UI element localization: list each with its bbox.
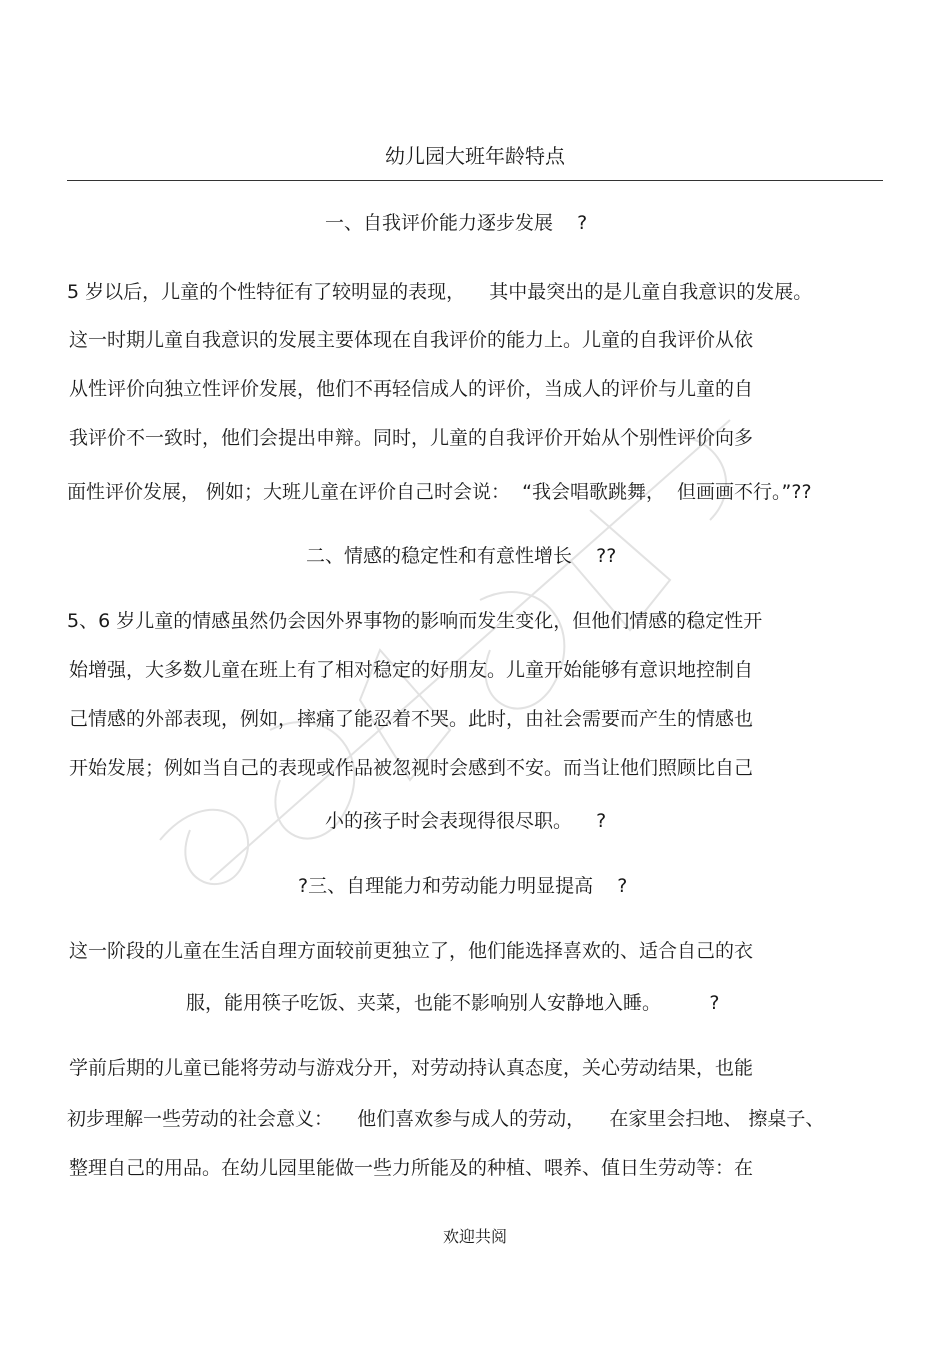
section-heading-1: 一、自我评价能力逐步发展 ? [325,212,588,234]
paragraph-line: 5 岁以后，儿童的个性特征有了较明显的表现， 其中最突出的是儿童自我意识的发展。 [67,281,813,303]
paragraph-line: 面性评价发展， 例如；大班儿童在评价自己时会说： “我会唱歌跳舞， 但画画不行。”?? [67,481,812,503]
paragraph-line: 初步理解一些劳动的社会意义： 他们喜欢参与成人的劳动， 在家里会扫地、 擦桌子、 [67,1108,825,1130]
paragraph-line: 己情感的外部表现，例如，摔痛了能忍着不哭。此时，由社会需要而产生的情感也 [69,708,754,730]
paragraph-line: 从性评价向独立性评价发展，他们不再轻信成人的评价，当成人的评价与儿童的自 [69,378,754,400]
paragraph-line: 整理自己的用品。在幼儿园里能做一些力所能及的种植、喂养、值日生劳动等：在 [69,1157,754,1179]
section-heading-2: 二、情感的稳定性和有意性增长 ?? [306,545,617,567]
page-footer: 欢迎共阅 [442,1227,507,1246]
paragraph-line: 5、6 岁儿童的情感虽然仍会因外界事物的影响而发生变化，但他们情感的稳定性开 [67,610,763,632]
section-heading-3: ?三、自理能力和劳动能力明显提高 ? [298,875,628,897]
paragraph-line: 这一时期儿童自我意识的发展主要体现在自我评价的能力上。儿童的自我评价从依 [69,329,754,351]
paragraph-line: 小的孩子时会表现得很尽职。 ? [325,810,607,832]
page-title: 幼儿园大班年龄特点 [385,144,565,168]
paragraph-line: 服，能用筷子吃饭、夹菜，也能不影响别人安静地入睡。 ? [186,992,720,1014]
paragraph-line: 始增强，大多数儿童在班上有了相对稳定的好朋友。儿童开始能够有意识地控制自 [69,659,754,681]
paragraph-line: 我评价不一致时，他们会提出申辩。同时，儿童的自我评价开始从个别性评价向多 [69,427,754,449]
paragraph-line: 学前后期的儿童已能将劳动与游戏分开，对劳动持认真态度，关心劳动结果，也能 [69,1057,754,1079]
paragraph-line: 开始发展；例如当自己的表现或作品被忽视时会感到不安。而当让他们照顾比自己 [69,757,754,779]
title-divider [67,180,883,181]
paragraph-line: 这一阶段的儿童在生活自理方面较前更独立了，他们能选择喜欢的、适合自己的衣 [69,940,754,962]
